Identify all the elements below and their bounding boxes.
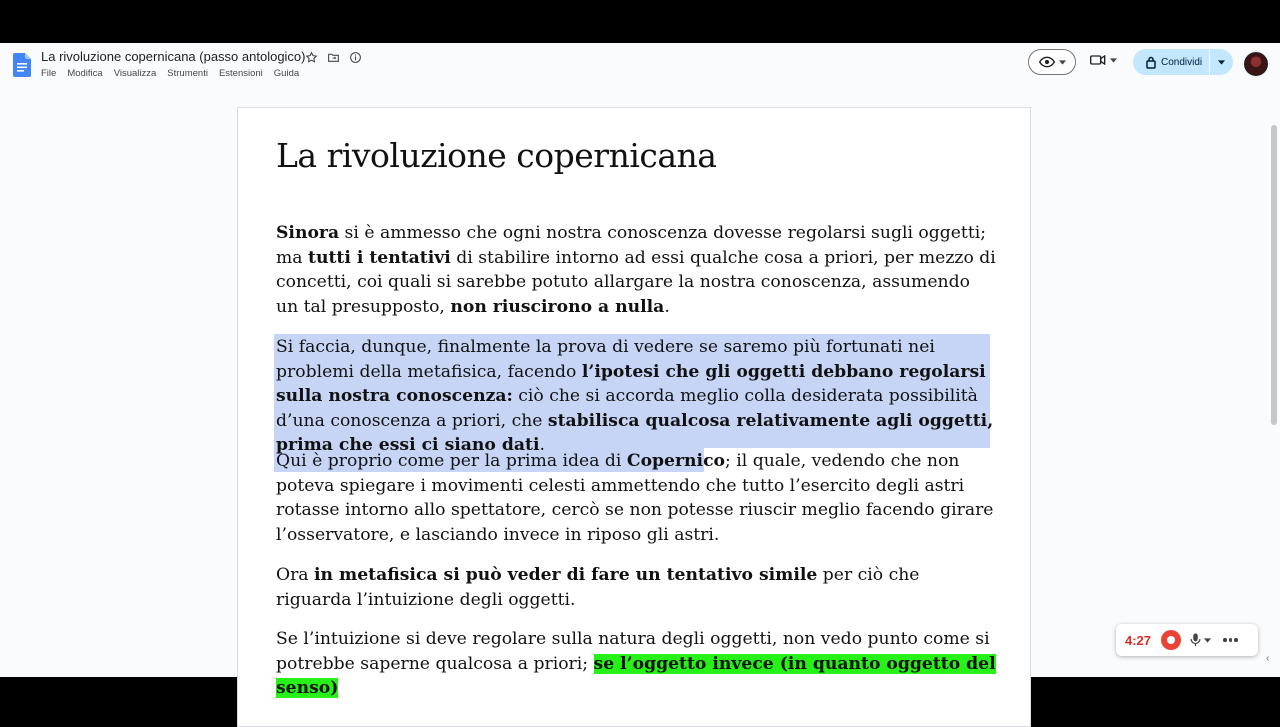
bold-text: non riuscirono a nulla xyxy=(450,296,665,317)
paragraph-1 xyxy=(276,221,996,319)
move-folder-icon[interactable] xyxy=(325,49,341,65)
paragraph-3 xyxy=(276,449,996,547)
document-page xyxy=(237,107,1031,727)
text: Qui è proprio come per la prima idea di xyxy=(276,451,627,471)
star-icon[interactable] xyxy=(303,49,319,65)
recording-timer: 4:27 xyxy=(1125,632,1152,648)
share-dropdown[interactable] xyxy=(1210,60,1233,65)
menu-visualizza[interactable]: Visualizza xyxy=(113,68,157,79)
title-icons xyxy=(303,49,363,65)
menu-estensioni[interactable]: Estensioni xyxy=(218,68,263,79)
scrollbar-thumb[interactable] xyxy=(1271,125,1277,425)
dot xyxy=(1234,638,1238,642)
bold-text: l’ipotesi che gli oggetti debbano regolarsi sulla nostra conoscenza: xyxy=(276,361,986,406)
screen-recorder-widget xyxy=(1116,624,1258,656)
bold-text: Sinora xyxy=(276,223,340,243)
more-options-button[interactable] xyxy=(1223,638,1238,642)
text: per ciò che riguarda l’intuizione degli oggetti. xyxy=(276,565,920,610)
document-title[interactable]: La rivoluzione copernicana (passo antologico) xyxy=(41,49,306,64)
vertical-scrollbar[interactable] xyxy=(1266,85,1280,677)
bold-text: Copernico xyxy=(626,451,725,471)
view-mode-button[interactable] xyxy=(1028,49,1076,75)
info-icon[interactable] xyxy=(347,49,363,65)
menu-bar xyxy=(41,68,299,79)
menu-guida[interactable]: Guida xyxy=(273,68,300,79)
dot xyxy=(1223,638,1227,642)
document-heading: La rivoluzione copernicana xyxy=(276,136,717,175)
text: . xyxy=(664,296,670,317)
bold-text: tutti i tentativi xyxy=(308,247,451,268)
microphone-button[interactable] xyxy=(1190,633,1211,647)
share-main[interactable] xyxy=(1133,56,1209,68)
chevron-down-icon xyxy=(1059,60,1066,65)
text: Ora xyxy=(276,565,315,585)
paragraph-5 xyxy=(276,627,996,701)
menu-file[interactable]: File xyxy=(41,68,57,79)
bold-text: in metafisica si può veder di fare un tentativo simile xyxy=(314,565,818,585)
menu-modifica[interactable]: Modifica xyxy=(67,68,103,79)
share-button[interactable] xyxy=(1133,49,1233,75)
paragraph-2 xyxy=(276,335,996,458)
text: di stabilire intorno ad essi qualche cosa a priori, per mezzo di concetti, coi quali si sarebbe potuto allargare la nostra conoscenza, assumendo un tal presupposto, xyxy=(276,247,996,317)
video-call-icon xyxy=(1090,54,1106,66)
meet-button[interactable] xyxy=(1090,54,1117,66)
text: Si faccia, dunque, finalmente la prova di vedere se saremo più fortunati nei problemi della metafisica, facendo xyxy=(276,337,935,382)
stop-recording-button[interactable] xyxy=(1161,630,1181,650)
side-panel-chevron-icon[interactable]: ‹ xyxy=(1266,653,1270,664)
top-bar xyxy=(0,43,1280,85)
text: ciò che si accorda meglio colla desiderata possibilità d’una conoscenza a priori, che xyxy=(276,386,978,431)
avatar[interactable] xyxy=(1244,52,1268,76)
paragraph-4 xyxy=(276,563,996,612)
chevron-down-icon xyxy=(1110,58,1117,63)
chevron-down-icon xyxy=(1218,60,1225,65)
text: si è ammesso che ogni nostra conoscenza dovesse regolarsi sugli oggetti; ma xyxy=(276,223,987,268)
lock-icon xyxy=(1146,56,1156,68)
bold-text: stabilisca qualcosa relativamente agli oggetti, prima che essi ci siano dati xyxy=(276,410,994,455)
microphone-icon xyxy=(1190,633,1201,647)
text: ; il quale, vedendo che non poteva spiegare i movimenti celesti ammettendo che tutto l’esercito degli astri rotasse intorno allo spettatore, cercò se non potesse riuscir meglio facendo girare l’osservatore, e lasciando invece in riposo gli astri. xyxy=(276,451,994,545)
green-highlighted-text: se l’oggetto invece (in quanto oggetto del senso) xyxy=(276,653,996,698)
share-label: Condividi xyxy=(1161,56,1203,68)
text: Se l’intuizione si deve regolare sulla natura degli oggetti, non vedo punto come si potrebbe saperne qualcosa a priori; xyxy=(276,629,990,674)
text: . xyxy=(539,435,545,455)
docs-window xyxy=(0,43,1280,698)
menu-strumenti[interactable]: Strumenti xyxy=(167,68,208,79)
record-dot-icon xyxy=(1167,636,1175,644)
eye-icon xyxy=(1039,56,1055,68)
dot xyxy=(1229,638,1233,642)
docs-logo-icon[interactable] xyxy=(13,53,31,77)
chevron-down-icon xyxy=(1204,638,1211,643)
